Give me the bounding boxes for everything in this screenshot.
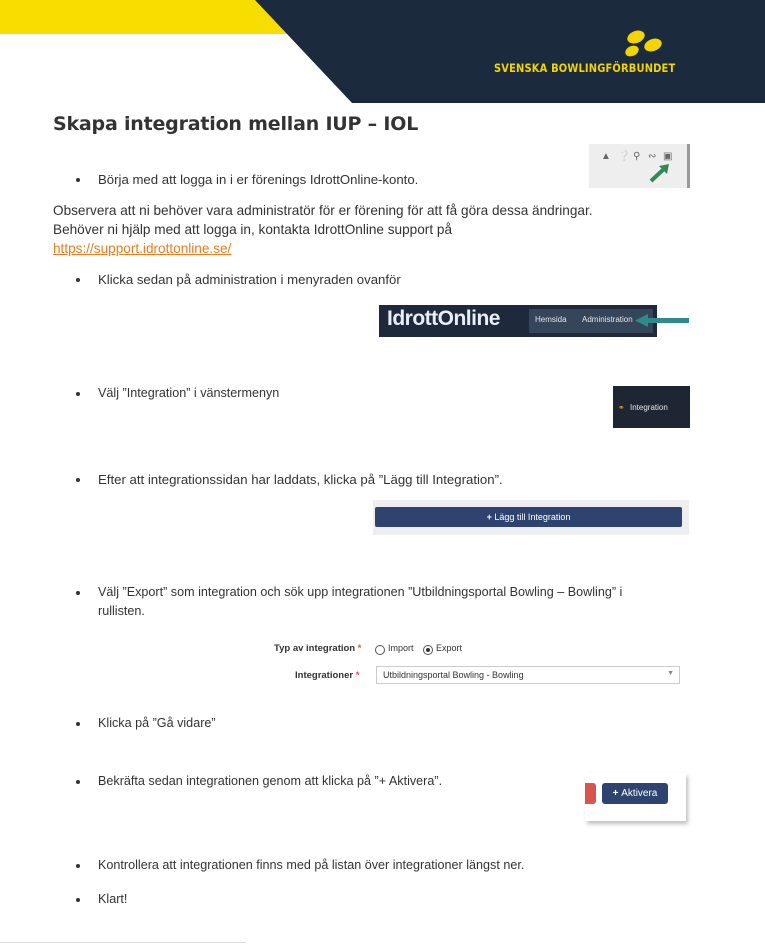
left-menu-screenshot [613,386,690,428]
type-label: Typ av integration * [274,643,362,654]
note-line-1: Observera att ni behöver vara administratör för er förening för att få göra dessa ändringar. [53,203,593,218]
note-line-3 [53,239,231,258]
rss-icon: ∾ [648,151,657,162]
step-check: Kontrollera att integrationen finns med på listan över integrationer längst ner. [76,856,524,875]
add-integration-screenshot [373,500,689,535]
step-activate: Bekräfta sedan integrationen genom att klicka på ”+ Aktivera”. [76,772,442,791]
plus-icon: + [612,788,622,799]
logo-text: SVENSKA BOWLINGFÖRBUNDET [494,61,676,75]
menu-integration: Integration [630,403,668,412]
plus-icon: + [486,512,495,522]
toolbar-screenshot [589,144,690,188]
add-integration-button: + Lägg till Integration [375,507,682,527]
activate-screenshot [585,773,686,821]
step-export: Välj ”Export” som integration och sök upp integrationen ”Utbildningsportal Bowling – Bowling” i rullisten. [76,583,622,621]
footer-divider [0,942,246,943]
import-radio [375,645,385,655]
integrations-label: Integrationer * [295,670,360,681]
note-line-2: Behöver ni hjälp med att logga in, kontakta IdrottOnline support på [53,222,452,237]
arrow-icon [647,162,673,184]
link-icon: ⚭ [618,403,625,412]
three-yellow-ovals-icon [494,28,669,62]
step-integration: Välj ”Integration” i vänstermenyn [76,384,279,403]
step-add: Efter att integrationssidan har laddats, klicka på ”Lägg till Integration”. [76,470,503,489]
step-admin: Klicka sedan på administration i menyraden ovanför [76,270,401,289]
activate-button: + Aktivera [602,783,668,804]
page-title: Skapa integration mellan IUP – IOL [53,113,419,135]
logo [494,28,676,78]
step-done: Klart! [76,890,127,909]
step-login: Börja med att logga in i er förenings IdrottOnline-konto. [76,170,418,189]
help-icon: ❔ [618,151,631,162]
integration-select [376,666,680,684]
step-continue: Klicka på ”Gå vidare” [76,714,216,733]
cancel-button-fragment [585,783,596,804]
pointer-arrow-icon [635,313,690,329]
export-radio [423,645,433,655]
lock-icon: ▣ [663,151,673,162]
sitemap-icon: ▲ [601,151,611,162]
nav-administration: Administration [582,315,633,324]
export-label: Export [436,643,463,653]
search-icon: ⚲ [633,151,641,162]
idrottonline-brand: IdrottOnline [387,307,500,330]
idrottonline-menubar-screenshot [379,305,657,337]
support-link[interactable]: https://support.idrottonline.se/ [53,241,232,256]
nav-home: Hemsida [535,315,567,324]
chevron-down-icon: ▼ [667,670,674,677]
import-label: Import [388,643,414,653]
selected-integration: Utbildningsportal Bowling - Bowling [383,670,524,680]
